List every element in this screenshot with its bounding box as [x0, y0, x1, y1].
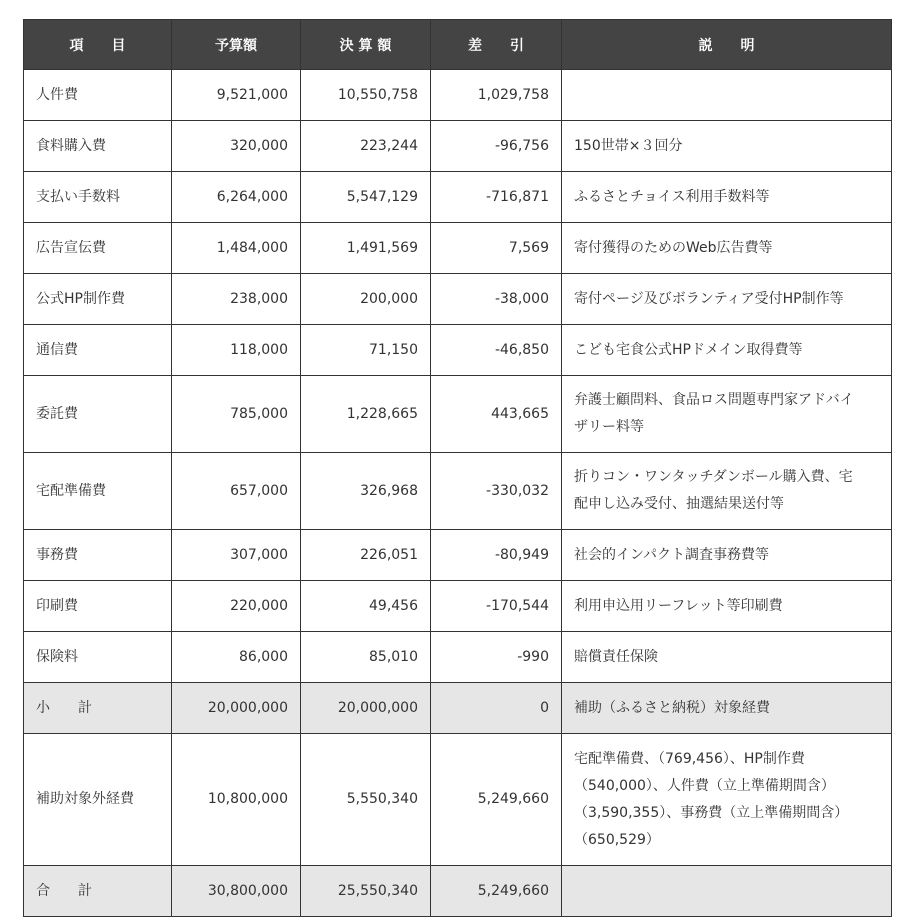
table-body: [24, 70, 892, 917]
cell-description: [562, 734, 892, 866]
description-line: こども宅食公式HPドメイン取得費等: [574, 341, 803, 358]
cell-budget: 20,000,000: [172, 683, 301, 734]
cell-budget: 30,800,000: [172, 866, 301, 917]
table-row: [24, 274, 892, 325]
cell-diff: 5,249,660: [431, 734, 562, 866]
description-line: ふるさとチョイス利用手数料等: [574, 188, 770, 205]
cell-description: [562, 683, 892, 734]
cell-diff: 5,249,660: [431, 866, 562, 917]
table-row: [24, 632, 892, 683]
cell-diff: -80,949: [431, 530, 562, 581]
cell-budget: 1,484,000: [172, 223, 301, 274]
description-line: （650,529）: [574, 831, 660, 848]
description-line: （540,000）、人件費（立上準備期間含）: [574, 777, 835, 794]
table-row: [24, 453, 892, 530]
cell-budget: 238,000: [172, 274, 301, 325]
cell-description: [562, 325, 892, 376]
description-line: ザリー料等: [574, 419, 644, 435]
cell-description: [562, 121, 892, 172]
table-row: [24, 581, 892, 632]
cell-item: 食料購入費: [24, 121, 172, 172]
cell-actual: 223,244: [301, 121, 431, 172]
cell-actual: 20,000,000: [301, 683, 431, 734]
cell-item: 事務費: [24, 530, 172, 581]
cell-budget: 9,521,000: [172, 70, 301, 121]
cell-budget: 10,800,000: [172, 734, 301, 866]
description-line: 補助（ふるさと納税）対象経費: [574, 699, 770, 716]
cell-description: [562, 223, 892, 274]
cell-actual: 49,456: [301, 581, 431, 632]
cell-item: 保険料: [24, 632, 172, 683]
cell-item: 広告宣伝費: [24, 223, 172, 274]
cell-diff: 1,029,758: [431, 70, 562, 121]
cell-description: [562, 453, 892, 530]
header-actual: 決 算 額: [301, 20, 431, 70]
description-line: 利用申込用リーフレット等印刷費: [574, 597, 783, 614]
cell-actual: 226,051: [301, 530, 431, 581]
description-line: （3,590,355）、事務費（立上準備期間含）: [574, 804, 849, 821]
cell-budget: 657,000: [172, 453, 301, 530]
cell-description: [562, 866, 892, 917]
description-line: 寄付獲得のためのWeb広告費等: [574, 239, 773, 256]
description-line: 折りコン・ワンタッチダンボール購入費、宅: [574, 469, 853, 485]
cell-diff: -990: [431, 632, 562, 683]
description-line: 賠償責任保険: [574, 648, 658, 665]
table-row: [24, 376, 892, 453]
budget-table: [23, 19, 892, 917]
cell-item: 人件費: [24, 70, 172, 121]
cell-description: [562, 632, 892, 683]
description-line: 寄付ページ及びボランティア受付HP制作等: [574, 290, 844, 307]
cell-item: 合 計: [24, 866, 172, 917]
cell-budget: 320,000: [172, 121, 301, 172]
cell-diff: -170,544: [431, 581, 562, 632]
cell-diff: -716,871: [431, 172, 562, 223]
cell-actual: 25,550,340: [301, 866, 431, 917]
cell-description: [562, 274, 892, 325]
cell-actual: 200,000: [301, 274, 431, 325]
cell-actual: 10,550,758: [301, 70, 431, 121]
header-diff: 差 引: [431, 20, 562, 70]
cell-actual: 5,550,340: [301, 734, 431, 866]
cell-description: [562, 172, 892, 223]
cell-diff: -96,756: [431, 121, 562, 172]
cell-diff: 0: [431, 683, 562, 734]
cell-actual: 1,228,665: [301, 376, 431, 453]
cell-item: 小 計: [24, 683, 172, 734]
cell-item: 委託費: [24, 376, 172, 453]
cell-description: [562, 530, 892, 581]
table-row: [24, 172, 892, 223]
table-row: [24, 325, 892, 376]
cell-actual: 1,491,569: [301, 223, 431, 274]
table-row: [24, 683, 892, 734]
header-budget: 予算額: [172, 20, 301, 70]
table-row: [24, 866, 892, 917]
description-line: 弁護士顧問料、食品ロス問題専門家アドバイ: [574, 392, 854, 408]
cell-budget: 307,000: [172, 530, 301, 581]
cell-description: [562, 376, 892, 453]
cell-actual: 326,968: [301, 453, 431, 530]
cell-budget: 118,000: [172, 325, 301, 376]
cell-item: 宅配準備費: [24, 453, 172, 530]
cell-item: 通信費: [24, 325, 172, 376]
cell-diff: -330,032: [431, 453, 562, 530]
header-row: [24, 20, 892, 70]
cell-item: 補助対象外経費: [24, 734, 172, 866]
description-line: 配申し込み受付、抽選結果送付等: [574, 496, 784, 512]
cell-budget: 86,000: [172, 632, 301, 683]
cell-actual: 5,547,129: [301, 172, 431, 223]
header-description: 説 明: [562, 20, 892, 70]
cell-diff: 7,569: [431, 223, 562, 274]
description-line: 150世帯×３回分: [574, 137, 683, 154]
cell-item: 支払い手数料: [24, 172, 172, 223]
cell-budget: 220,000: [172, 581, 301, 632]
description-line: 社会的インパクト調査事務費等: [574, 546, 770, 563]
cell-description: [562, 70, 892, 121]
table-row: [24, 734, 892, 866]
table-row: [24, 121, 892, 172]
cell-diff: 443,665: [431, 376, 562, 453]
header-item: 項 目: [24, 20, 172, 70]
table-row: [24, 70, 892, 121]
cell-diff: -46,850: [431, 325, 562, 376]
table-row: [24, 530, 892, 581]
table-row: [24, 223, 892, 274]
cell-description: [562, 581, 892, 632]
cell-item: 印刷費: [24, 581, 172, 632]
cell-budget: 6,264,000: [172, 172, 301, 223]
cell-actual: 71,150: [301, 325, 431, 376]
cell-item: 公式HP制作費: [24, 274, 172, 325]
cell-diff: -38,000: [431, 274, 562, 325]
cell-budget: 785,000: [172, 376, 301, 453]
description-line: 宅配準備費、（769,456）、HP制作費: [574, 750, 805, 767]
cell-actual: 85,010: [301, 632, 431, 683]
